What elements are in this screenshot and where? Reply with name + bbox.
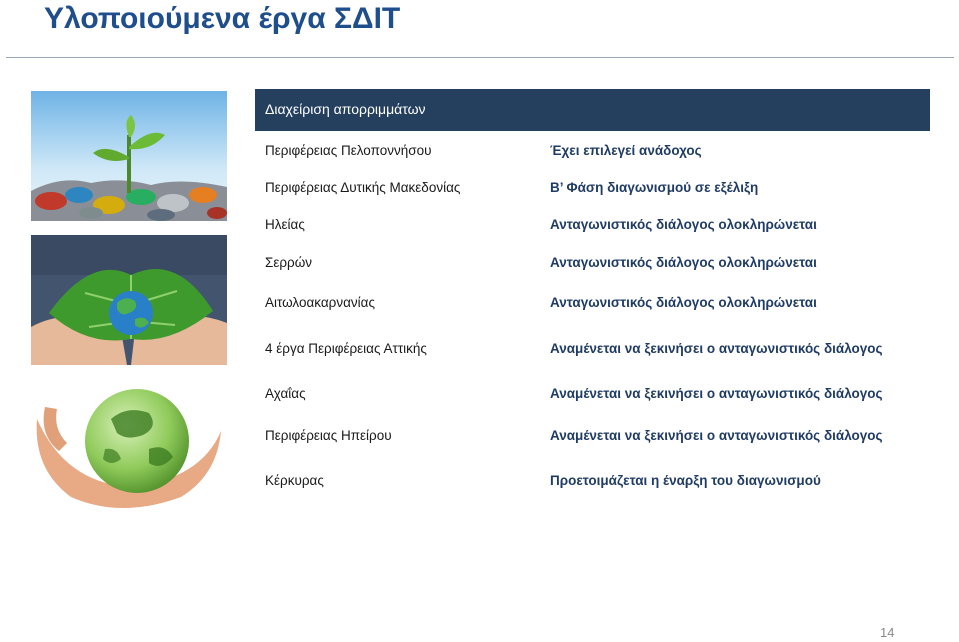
page-title: Υλοποιούμενα έργα ΣΔΙΤ [44,2,401,35]
status-cell: Ανταγωνιστικός διάλογος ολοκληρώνεται [550,295,817,310]
region-cell: Σερρών [265,255,313,270]
region-cell: 4 έργα Περιφέρειας Αττικής [265,341,427,356]
status-cell: Έχει επιλεγεί ανάδοχος [550,143,702,158]
table-header [255,89,930,131]
status-cell: Προετοιμάζεται η έναρξη του διαγωνισμού [550,473,821,488]
status-cell: Ανταγωνιστικός διάλογος ολοκληρώνεται [550,255,817,270]
status-cell: Ανταγωνιστικός διάλογος ολοκληρώνεται [550,217,817,232]
region-cell: Περιφέρειας Πελοποννήσου [265,143,432,158]
status-cell: Αναμένεται να ξεκινήσει ο ανταγωνιστικός διάλογος [550,428,883,443]
status-cell: Β’ Φάση διαγωνισμού σε εξέλιξη [550,180,759,195]
leaf-globe-photo [31,235,227,365]
recycling-plant-photo [31,91,227,221]
region-cell: Ηλείας [265,217,305,232]
glass-globe-photo [31,379,227,511]
region-cell: Περιφέρειας Ηπείρου [265,428,392,443]
status-cell: Αναμένεται να ξεκινήσει ο ανταγωνιστικός διάλογος [550,341,883,356]
region-cell: Αιτωλοακαρνανίας [265,295,375,310]
region-cell: Περιφέρειας Δυτικής Μακεδονίας [265,180,461,195]
status-cell: Αναμένεται να ξεκινήσει ο ανταγωνιστικός διάλογος [550,386,883,401]
region-cell: Κέρκυρας [265,473,324,488]
page-number: 14 [880,625,895,640]
title-divider [6,57,954,58]
region-cell: Αχαΐας [265,386,306,401]
table-header-label: Διαχείριση απορριμμάτων [265,101,426,117]
